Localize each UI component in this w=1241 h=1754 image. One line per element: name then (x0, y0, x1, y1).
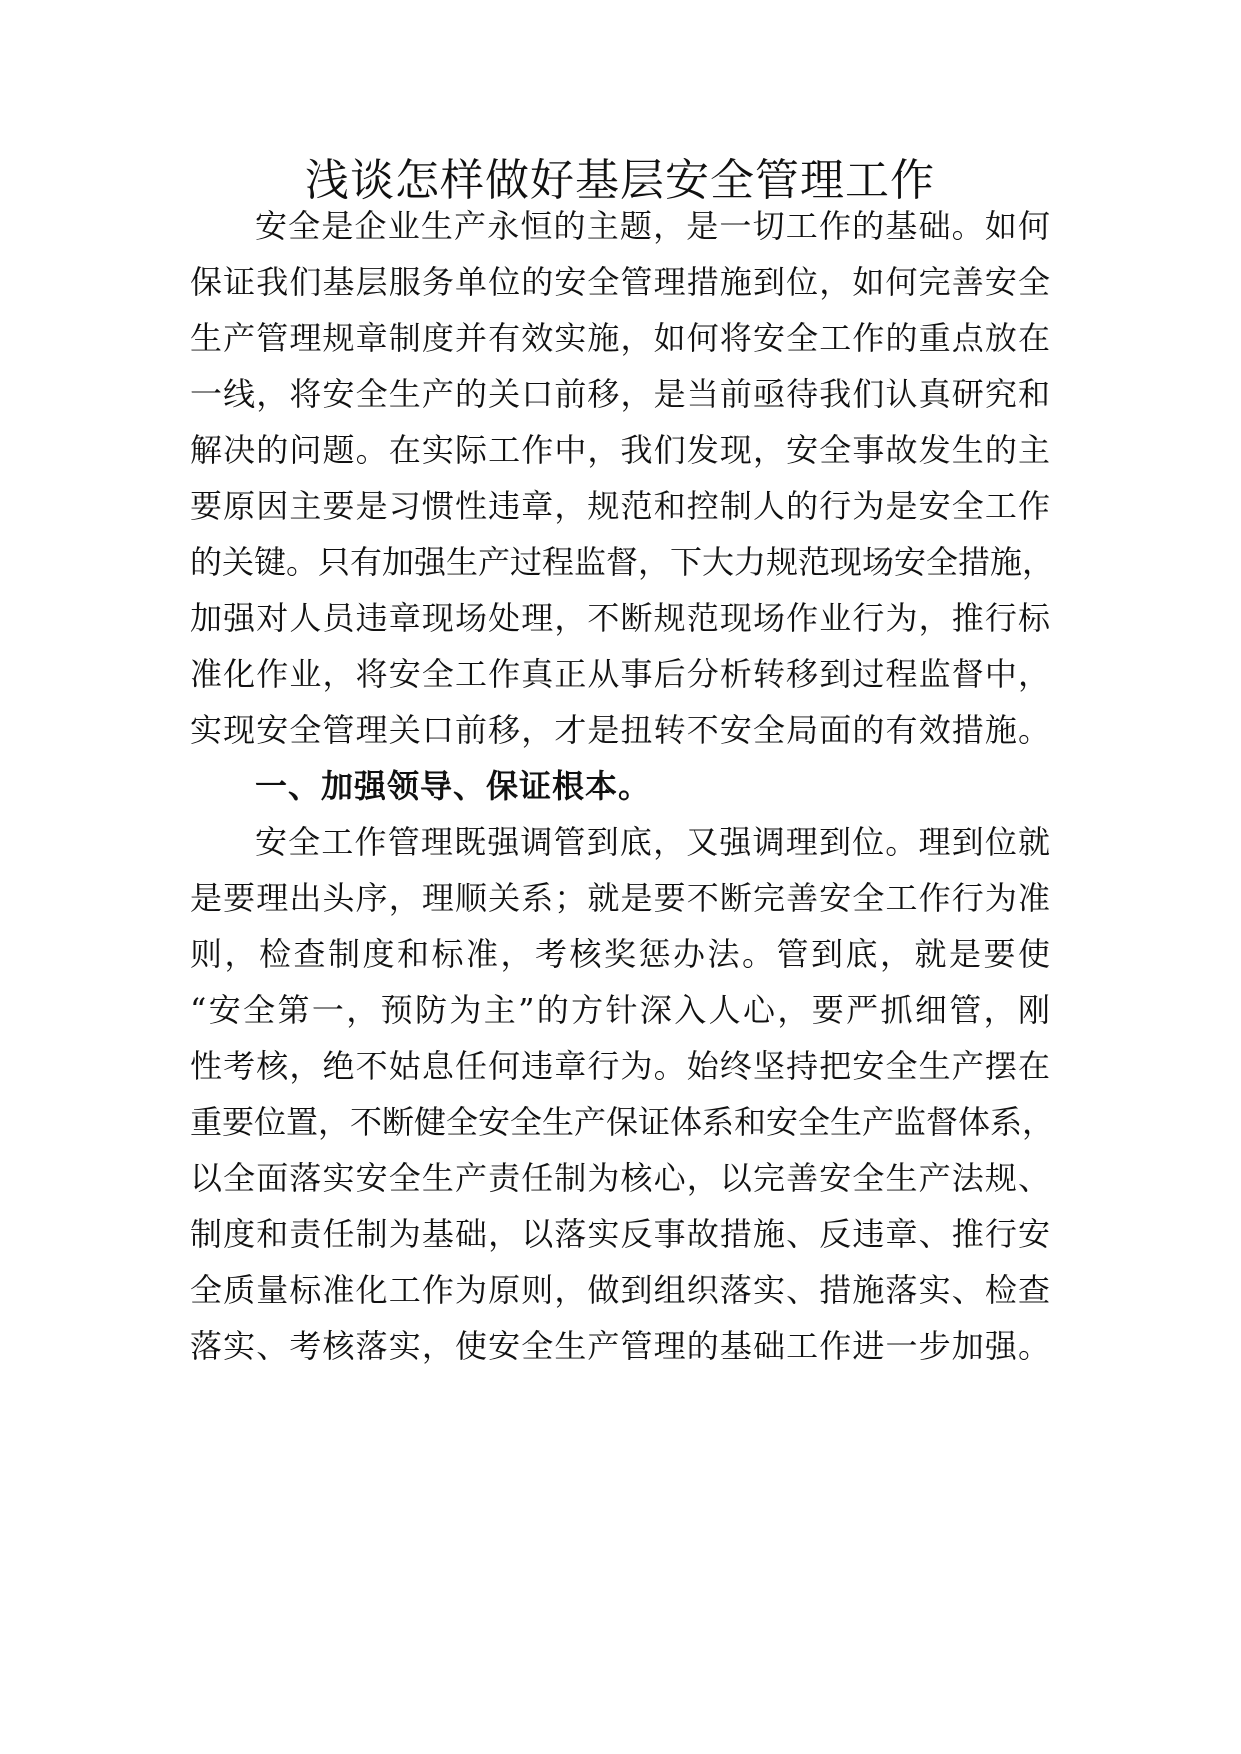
paragraph-1-line: 准化作业，将安全工作真正从事后分析转移到过程监督中， (190, 655, 1050, 693)
paragraph-2-line: “安全第一，预防为主”的方针深入人心，要严抓细管，刚 (190, 991, 1050, 1029)
paragraph-1-line: 一线，将安全生产的关口前移，是当前亟待我们认真研究和 (190, 375, 1050, 413)
paragraph-2-line: 是要理出头序，理顺关系；就是要不断完善安全工作行为准 (190, 879, 1050, 917)
paragraph-2-line: 则，检查制度和标准，考核奖惩办法。管到底，就是要使 (190, 935, 1050, 973)
paragraph-1-line: 实现安全管理关口前移，才是扭转不安全局面的有效措施。 (190, 711, 1050, 749)
paragraph-1-line: 安全是企业生产永恒的主题，是一切工作的基础。如何 (255, 207, 1050, 245)
document-title: 浅谈怎样做好基层安全管理工作 (305, 155, 935, 206)
paragraph-2-line: 落实、考核落实，使安全生产管理的基础工作进一步加强。 (190, 1327, 1050, 1365)
paragraph-1-line: 要原因主要是习惯性违章，规范和控制人的行为是安全工作 (190, 487, 1050, 525)
paragraph-2-line: 性考核，绝不姑息任何违章行为。始终坚持把安全生产摆在 (190, 1047, 1050, 1085)
paragraph-2-line: 全质量标准化工作为原则，做到组织落实、措施落实、检查 (190, 1271, 1050, 1309)
paragraph-1-line: 的关键。只有加强生产过程监督，下大力规范现场安全措施， (190, 543, 1055, 581)
paragraph-2-line: 安全工作管理既强调管到底，又强调理到位。理到位就 (255, 823, 1050, 861)
paragraph-2-line: 制度和责任制为基础，以落实反事故措施、反违章、推行安 (190, 1215, 1050, 1253)
section-heading: 一、加强领导、保证根本。 (255, 767, 652, 805)
paragraph-1-line: 加强对人员违章现场处理，不断规范现场作业行为，推行标 (190, 599, 1050, 637)
paragraph-1-line: 生产管理规章制度并有效实施，如何将安全工作的重点放在 (190, 319, 1050, 357)
paragraph-2-line: 重要位置，不断健全安全生产保证体系和安全生产监督体系， (190, 1103, 1055, 1141)
paragraph-1-line: 解决的问题。在实际工作中，我们发现，安全事故发生的主 (190, 431, 1050, 469)
paragraph-1-line: 保证我们基层服务单位的安全管理措施到位，如何完善安全 (190, 263, 1050, 301)
paragraph-2-line: 以全面落实安全生产责任制为核心，以完善安全生产法规、 (190, 1159, 1050, 1197)
